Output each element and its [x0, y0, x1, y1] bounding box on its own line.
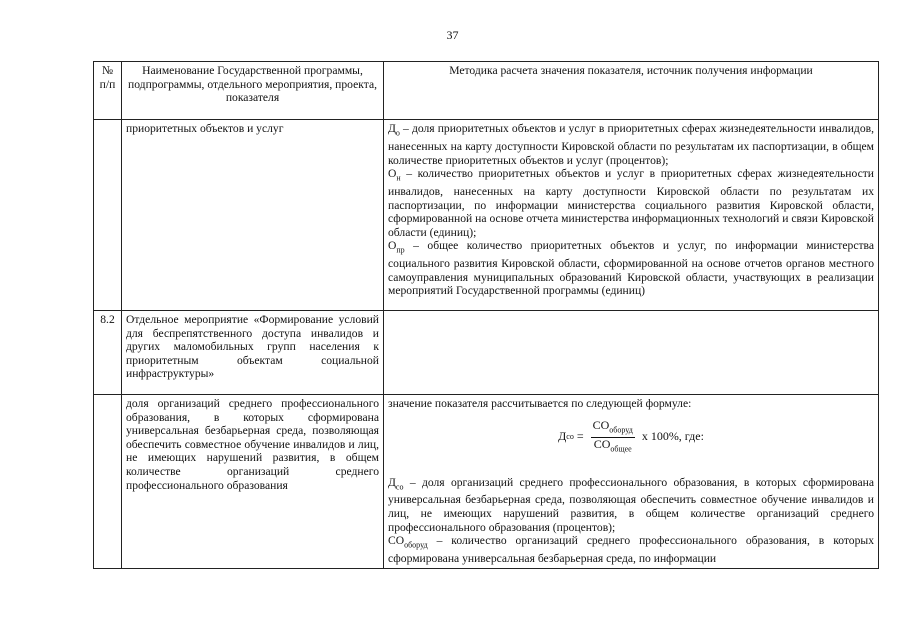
formula-fraction: $\frac{СО_{оборуд}}{СО_{общее}}$	[592, 417, 633, 453]
table-row	[94, 311, 879, 395]
formula-intro: значение показателя рассчитывается по следующей формуле:	[388, 397, 692, 410]
measure-name: Отдельное мероприятие «Формирование условий для беспрепятственного доступа инвалидов и других маломобильных групп населения к приоритетным объектам социальной инфраструктуры»	[122, 311, 384, 395]
table-row	[94, 395, 879, 569]
definition-paragraph: $О_н$ – количество приоритетных объектов и услуг в приоритетных сферах жизнедеятельности инвалидов, нанесенных на карту доступности Кировской области по результатам их паспортизации, по информации министерства социального развития Кировской области, сформированной на основе отчета министерства информационных технологий и связи Кировской области (единиц);	[388, 167, 874, 239]
row-number	[94, 395, 122, 569]
table-header-row	[94, 62, 879, 120]
header-method: Методика расчета значения показателя, источник получения информации	[384, 62, 879, 120]
method-description	[384, 120, 879, 311]
indicator-name: доля организаций среднего профессионального образования, в которых сформирована универсальная безбарьерная среда, позволяющая обеспечить совместное обучение инвалидов и лиц, не имеющих нарушений развития, в общем количестве организаций среднего профессионального образования	[122, 395, 384, 569]
methodology-table	[93, 61, 879, 569]
row-number: 8.2	[94, 311, 122, 395]
header-number: № п/п	[94, 62, 122, 120]
definition-paragraph: $Д_{со}$ – доля организаций среднего профессионального образования, в которых сформирована универсальная безбарьерная среда, позволяющая обеспечить совместное обучение инвалидов и лиц, не имеющих нарушений развития, в общем количестве организаций среднего профессионального образования (процентов);	[388, 475, 874, 534]
indicator-name: приоритетных объектов и услуг	[122, 120, 384, 311]
row-number	[94, 120, 122, 311]
formula: Д со = $\frac{СО_{оборуд}}{СО_{общее}}$ x 100%, где:	[388, 419, 874, 456]
method-description	[384, 311, 879, 395]
definition-paragraph: $О_{пр}$ – общее количество приоритетных объектов и услуг, по информации министерства социального развития Кировской области, сформированной на основе отчетов органов местного самоуправления муниципальных образований Кировской области, участвующих в реализации мероприятий Государственной программы (единиц)	[388, 239, 874, 298]
definition-paragraph: $Д_о$ – доля приоритетных объектов и услуг в приоритетных сферах жизнедеятельности инвалидов, нанесенных на карту доступности Кировской области по результатам их паспортизации, в общем количестве приоритетных объектов и услуг (процентов);	[388, 122, 874, 167]
table-row	[94, 120, 879, 311]
definition-paragraph: $СО_{оборуд}$ – количество организаций среднего профессионального образования, в которых сформирована универсальная безбарьерная среда, по информации	[388, 534, 874, 566]
page-number: 37	[446, 28, 459, 42]
method-description	[384, 395, 879, 569]
header-name: Наименование Государственной программы, подпрограммы, отдельного мероприятия, проекта, показателя	[122, 62, 384, 120]
